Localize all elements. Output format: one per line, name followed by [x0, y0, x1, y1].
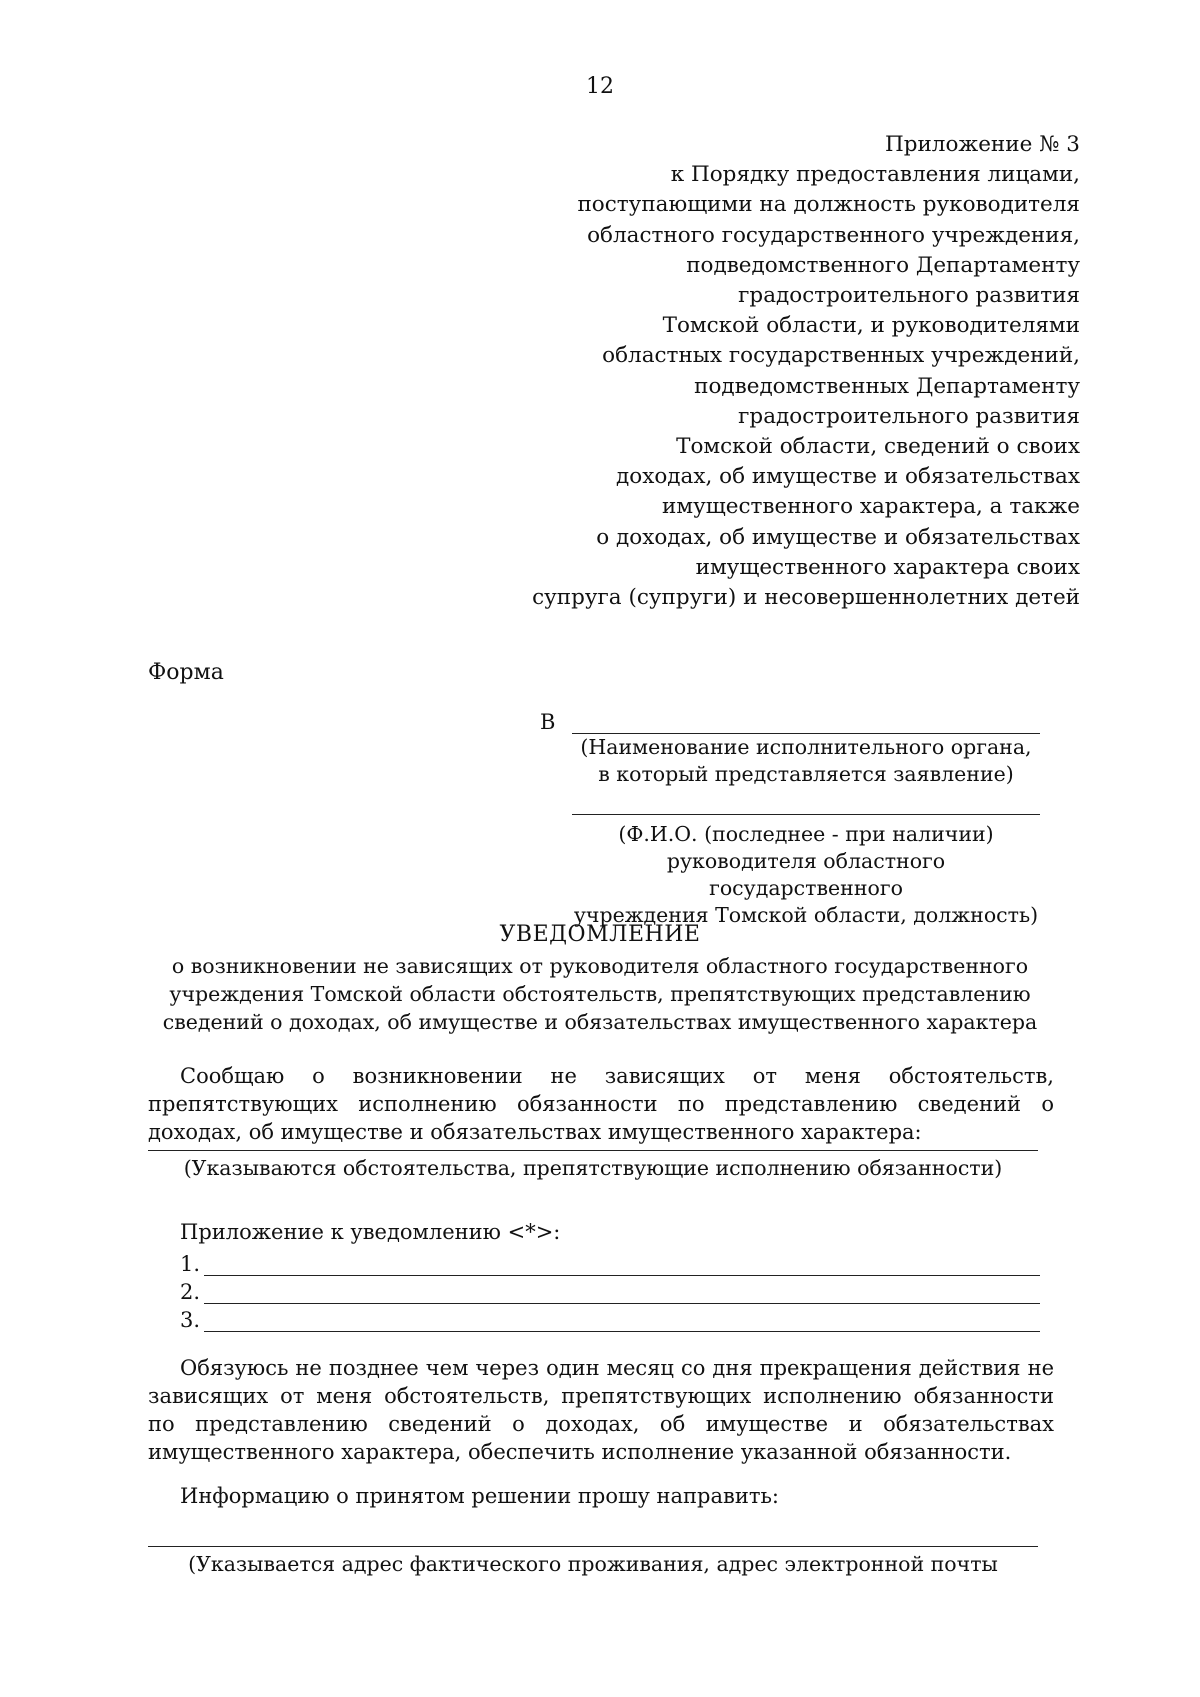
- addressee-block: [540, 706, 1040, 929]
- addressee-org-caption: [572, 734, 1040, 788]
- info-request: Информацию о принятом решении прошу направить:: [180, 1484, 779, 1508]
- addressee-org-row: [540, 706, 1040, 734]
- annex-line: к Порядку предоставления лицами,: [670, 162, 1080, 188]
- annex-line: супруга (супруги) и несовершеннолетних детей: [532, 585, 1080, 611]
- caption-line: (Ф.И.О. (последнее - при наличии): [618, 822, 994, 846]
- annex-line: градостроительного развития: [738, 403, 1080, 429]
- annex-line: подведомственного Департаменту: [686, 252, 1080, 278]
- appendix-item-field[interactable]: [204, 1311, 1040, 1332]
- caption-line: учреждения Томской области, должность): [573, 903, 1039, 927]
- form-label: Форма: [148, 660, 224, 685]
- document-subtitle: [150, 952, 1050, 1036]
- annex-line: Приложение № 3: [884, 132, 1080, 157]
- circumstances-caption: (Указываются обстоятельства, препятствующие исполнению обязанности): [183, 1156, 1003, 1180]
- annex-line: доходах, об имуществе и обязательствах: [616, 464, 1080, 490]
- annex-header: [440, 130, 1080, 613]
- appendix-list: [180, 1248, 1040, 1332]
- subtitle-line: о возникновении не зависящих от руководителя областного государственного: [171, 954, 1029, 978]
- appendix-item: [180, 1248, 1040, 1276]
- address-caption: (Указывается адрес фактического проживания, адрес электронной почты: [188, 1552, 998, 1576]
- caption-line: руководителя областного государственного: [666, 849, 946, 900]
- annex-line: имущественного характера, а также: [662, 494, 1080, 520]
- appendix-item-number: 2.: [180, 1280, 201, 1304]
- address-field[interactable]: [148, 1546, 1038, 1547]
- annex-line: поступающими на должность руководителя: [577, 192, 1080, 218]
- caption-line: в который представляется заявление): [598, 762, 1014, 786]
- annex-line: областного государственного учреждения,: [587, 222, 1080, 248]
- subtitle-line: сведений о доходах, об имуществе и обязательствах имущественного характера: [162, 1010, 1038, 1034]
- subtitle-line: учреждения Томской области обстоятельств, препятствующих представлению: [169, 982, 1031, 1006]
- document-title: УВЕДОМЛЕНИЕ: [499, 922, 701, 947]
- obligation-paragraph: Обязуюсь не позднее чем через один месяц со дня прекращения действия не зависящих от меня обстоятельств, препятствующих исполнению обязанности по представлению сведений о доходах, об имуществе и обязательствах имущественного характера, обеспечить исполнение указанной обязанности.: [148, 1356, 1054, 1464]
- annex-line: градостроительного развития: [738, 283, 1080, 309]
- appendix-item: [180, 1304, 1040, 1332]
- addressee-prefix: В: [540, 710, 556, 734]
- applicant-name-caption: [572, 821, 1040, 929]
- annex-line: Томской области, сведений о своих: [676, 434, 1080, 460]
- addressee-org-field[interactable]: [572, 711, 1040, 734]
- annex-line: Томской области, и руководителями: [662, 313, 1080, 339]
- appendix-item-field[interactable]: [204, 1283, 1040, 1304]
- applicant-name-field[interactable]: [572, 788, 1040, 815]
- annex-line: о доходах, об имуществе и обязательствах: [596, 524, 1080, 550]
- annex-line: имущественного характера своих: [695, 554, 1080, 580]
- appendix-item-number: 1.: [180, 1252, 201, 1276]
- page-number: 12: [586, 74, 614, 99]
- appendix-item-field[interactable]: [204, 1255, 1040, 1276]
- annex-line: областных государственных учреждений,: [602, 343, 1080, 369]
- appendix-item-number: 3.: [180, 1308, 201, 1332]
- appendix-item: [180, 1276, 1040, 1304]
- notification-paragraph: Сообщаю о возникновении не зависящих от меня обстоятельств, препятствующих исполнению обязанности по представлению сведений о доходах, об имуществе и обязательствах имущественного характера:: [148, 1064, 1054, 1144]
- appendix-title: Приложение к уведомлению <*>:: [180, 1220, 561, 1244]
- circumstances-field[interactable]: [148, 1150, 1038, 1151]
- annex-line: подведомственных Департаменту: [694, 373, 1080, 399]
- caption-line: (Наименование исполнительного органа,: [580, 735, 1032, 759]
